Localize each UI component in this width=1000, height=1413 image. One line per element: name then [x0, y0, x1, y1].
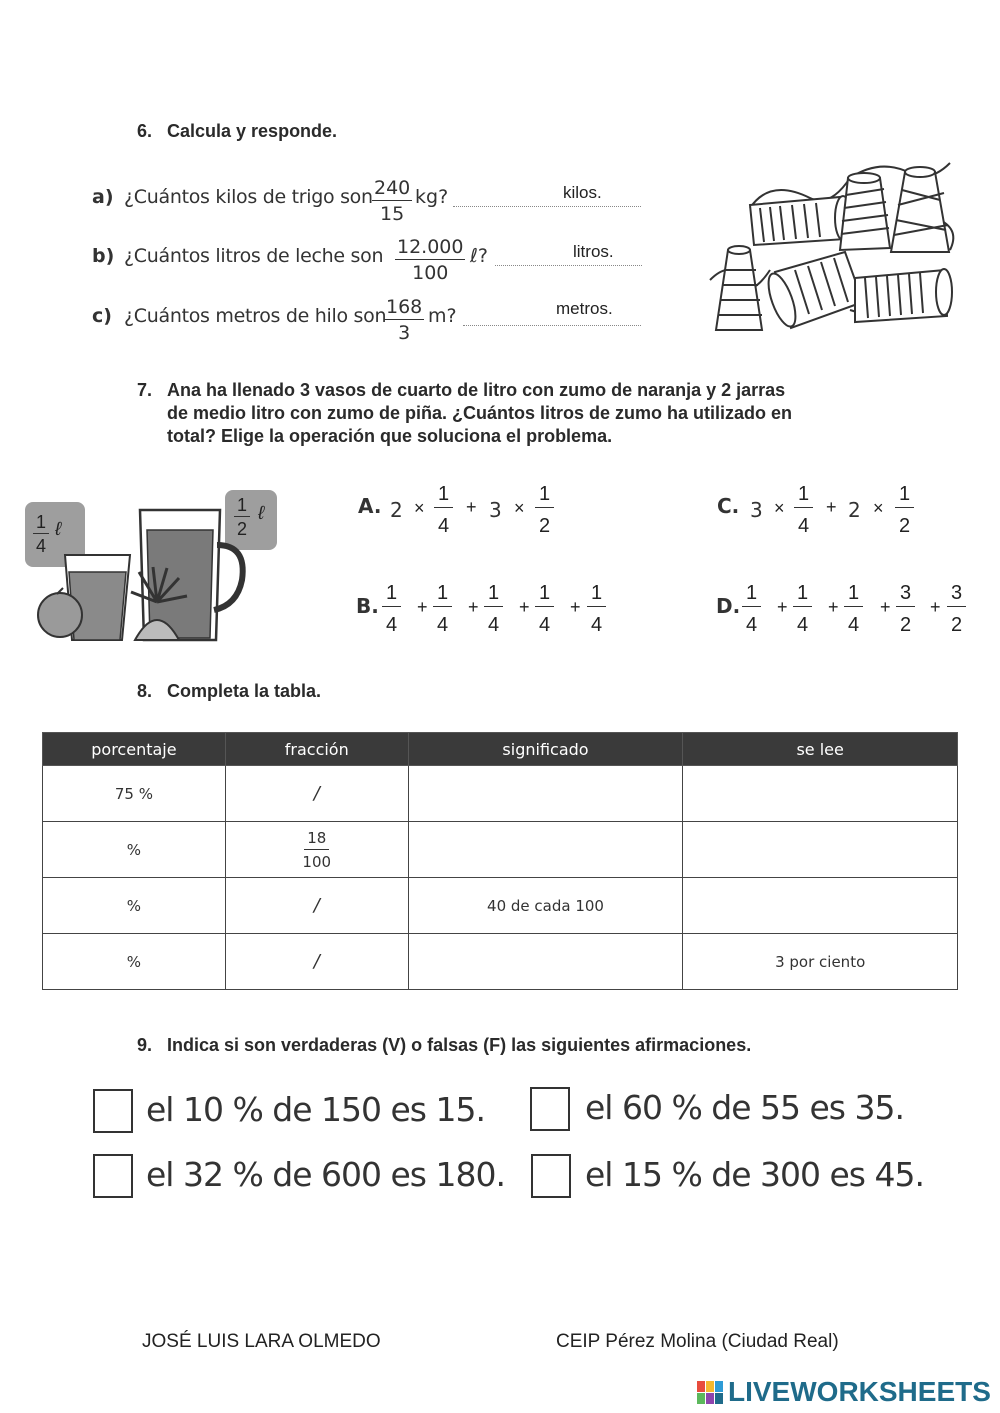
- section-8-title: 8. Completa la tabla.: [137, 681, 322, 701]
- statement-3: el 32 % de 600 es 180.: [146, 1155, 505, 1194]
- header-fraccion: fracción: [225, 733, 408, 766]
- cell-se-lee[interactable]: 3 por ciento: [683, 934, 958, 990]
- true-false-checkbox-3[interactable]: [93, 1154, 133, 1198]
- cell-porcentaje[interactable]: 75 %: [43, 766, 226, 822]
- cell-fraccion[interactable]: /: [225, 766, 408, 822]
- header-porcentaje: porcentaje: [43, 733, 226, 766]
- liveworksheets-logo-icon: [697, 1381, 725, 1405]
- unit-metros: metros.: [556, 299, 613, 318]
- footer-school: CEIP Pérez Molina (Ciudad Real): [556, 1331, 839, 1352]
- question-c: c) ¿Cuántos metros de hilo son $\frac{168}{3}$ m?: [92, 296, 457, 344]
- bubble-quarter-fraction: 1 4: [33, 513, 49, 555]
- table-row: [43, 878, 958, 934]
- section-6-title: 6. Calcula y responde.: [137, 121, 338, 141]
- section-7-text: Ana ha llenado 3 vasos de cuarto de litro con zumo de naranja y 2 jarras de medio litro con zumo de piña. ¿Cuántos litros de zumo ha utilizado en total? Elige la operación que soluciona el problema.: [167, 380, 793, 446]
- footer-author: JOSÉ LUIS LARA OLMEDO: [142, 1331, 381, 1352]
- answer-input-b[interactable]: [497, 241, 646, 265]
- cell-porcentaje[interactable]: %: [43, 878, 226, 934]
- fraction-12000-100: $\frac{12.000}{100}$: [397, 236, 464, 284]
- unit-litros: litros.: [573, 242, 614, 261]
- answer-line-b: [495, 264, 642, 266]
- answer-line-c: [463, 324, 641, 326]
- cell-porcentaje[interactable]: %: [43, 934, 226, 990]
- section-7-number: 7.: [137, 380, 153, 400]
- cell-fraccion[interactable]: /: [225, 878, 408, 934]
- answer-input-a[interactable]: [455, 182, 644, 206]
- cell-significado[interactable]: [408, 766, 683, 822]
- cell-significado[interactable]: [408, 822, 683, 878]
- table-row: [43, 822, 958, 878]
- cell-se-lee[interactable]: [683, 766, 958, 822]
- liveworksheets-brand: LIVEWORKSHEETS: [728, 1376, 991, 1407]
- statement-2: el 60 % de 55 es 35.: [585, 1088, 904, 1127]
- bubble-half-fraction: 1 2: [234, 496, 250, 538]
- bubble-quarter-unit: ℓ: [55, 519, 62, 540]
- answer-input-c[interactable]: [465, 301, 644, 325]
- fraction-18-100: $\frac{18}{100}$: [302, 828, 332, 871]
- thread-spools-illustration: [700, 160, 970, 340]
- unit-kilos: kilos.: [563, 183, 602, 202]
- header-se-lee: se lee: [683, 733, 958, 766]
- percentage-table: [42, 732, 958, 990]
- table-row: [43, 766, 958, 822]
- answer-line-a: [453, 205, 641, 207]
- cell-significado[interactable]: [408, 934, 683, 990]
- cell-se-lee[interactable]: [683, 822, 958, 878]
- cell-significado[interactable]: 40 de cada 100: [408, 878, 683, 934]
- section-9-title: 9. Indica si son verdaderas (V) o falsas (F) las siguientes afirmaciones.: [137, 1035, 752, 1055]
- cell-se-lee[interactable]: [683, 878, 958, 934]
- statement-4: el 15 % de 300 es 45.: [585, 1155, 924, 1194]
- cell-porcentaje[interactable]: %: [43, 822, 226, 878]
- bubble-half-bg: [225, 490, 277, 550]
- bubble-half-unit: ℓ: [258, 503, 265, 524]
- true-false-checkbox-2[interactable]: [530, 1087, 570, 1131]
- fraction-168-3: $\frac{168}{3}$: [386, 296, 423, 344]
- question-b: b) ¿Cuántos litros de leche son $\frac{12.000}{100}$ ℓ?: [92, 236, 488, 284]
- true-false-checkbox-4[interactable]: [531, 1154, 571, 1198]
- question-a: a) ¿Cuántos kilos de trigo son $\frac{240}{15}$ kg?: [92, 177, 449, 225]
- fraction-240-15: $\frac{240}{15}$: [374, 177, 411, 225]
- table-header-row: [43, 733, 958, 766]
- cell-fraccion[interactable]: [225, 822, 408, 878]
- header-significado: significado: [408, 733, 683, 766]
- cell-fraccion[interactable]: /: [225, 934, 408, 990]
- statement-1: el 10 % de 150 es 15.: [146, 1090, 485, 1129]
- true-false-checkbox-1[interactable]: [93, 1089, 133, 1133]
- table-row: [43, 934, 958, 990]
